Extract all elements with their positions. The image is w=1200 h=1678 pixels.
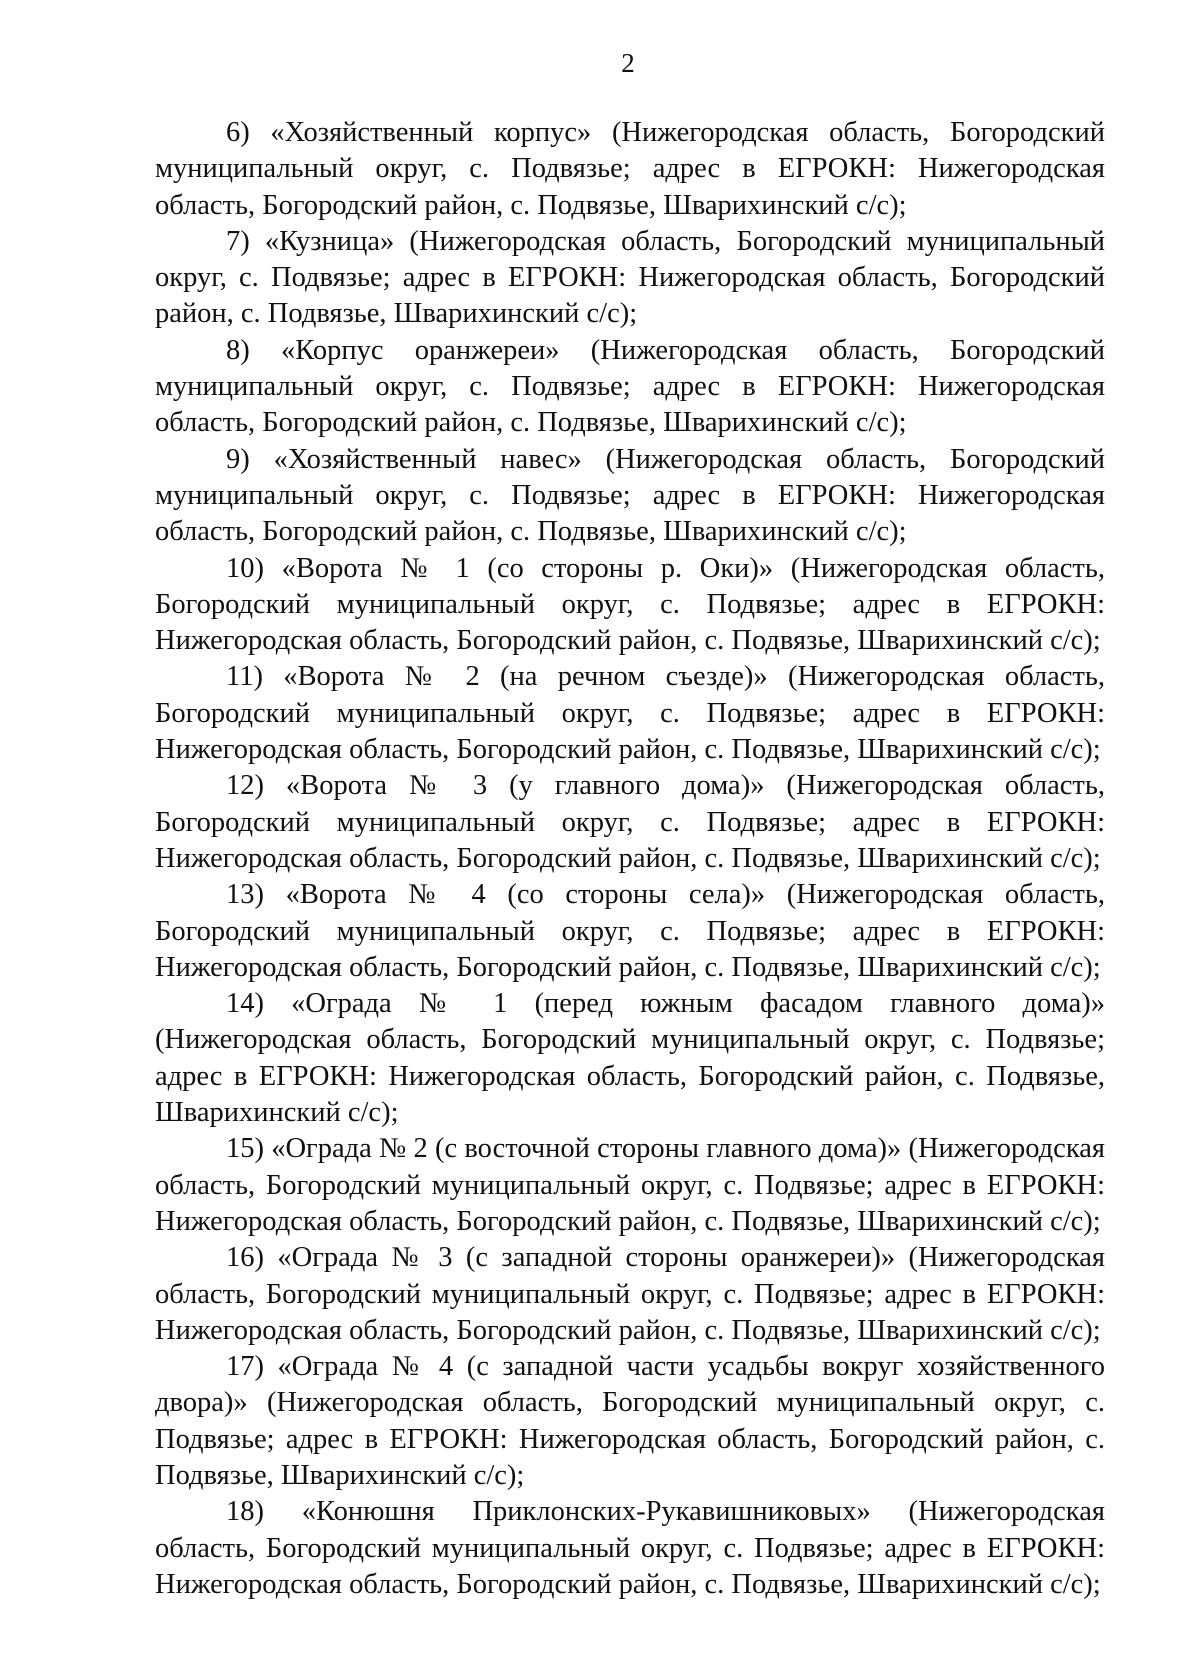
list-item: 8) «Корпус оранжереи» (Нижегородская область, Богородский муниципальный округ, с. Подвязье; адрес в ЕГРОКН: Нижегородская область, Богородский район, с. Подвязье, Шварихинский с/с); bbox=[155, 334, 1105, 439]
list-item: 10) «Ворота № 1 (со стороны р. Оки)» (Нижегородская область, Богородский муниципальный округ, с. Подвязье; адрес в ЕГРОКН: Нижегородская область, Богородский район, с. Подвязье, Шварихинский с/с); bbox=[155, 552, 1105, 657]
list-item: 17) «Ограда № 4 (с западной части усадьбы вокруг хозяйственного двора)» (Нижегородская область, Богородский муниципальный округ, с. Подвязье; адрес в ЕГРОКН: Нижегородская область, Богородский район, с. Подвязье, Шварихинский с/с); bbox=[155, 1351, 1105, 1491]
list-item: 11) «Ворота № 2 (на речном съезде)» (Нижегородская область, Богородский муниципальный округ, с. Подвязье; адрес в ЕГРОКН: Нижегородская область, Богородский район, с. Подвязье, Шварихинский с/с); bbox=[155, 661, 1105, 766]
list-item: 14) «Ограда № 1 (перед южным фасадом главного дома)» (Нижегородская область, Богородский муниципальный округ, с. Подвязье; адрес в ЕГРОКН: Нижегородская область, Богородский район, с. Подвязье, Шварихинский с/с); bbox=[155, 988, 1105, 1129]
list-item: 18) «Конюшня Приклонских-Рукавишниковых» (Нижегородская область, Богородский муниципальный округ, с. Подвязье; адрес в ЕГРОКН: Нижегородская область, Богородский район, с. Подвязье, Шварихинский с/с); bbox=[155, 1496, 1105, 1600]
list-item: 12) «Ворота № 3 (у главного дома)» (Нижегородская область, Богородский муниципальный округ, с. Подвязье; адрес в ЕГРОКН: Нижегородская область, Богородский район, с. Подвязье, Шварихинский с/с); bbox=[155, 770, 1105, 874]
list-item: 7) «Кузница» (Нижегородская область, Богородский муниципальный округ, с. Подвязье; адрес в ЕГРОКН: Нижегородская область, Богородский район, с. Подвязье, Шварихинский с/с); bbox=[155, 225, 1105, 330]
list-item: 16) «Ограда № 3 (с западной стороны оранжереи)» (Нижегородская область, Богородский муниципальный округ, с. Подвязье; адрес в ЕГРОКН: Нижегородская область, Богородский район, с. Подвязье, Шварихинский с/с); bbox=[155, 1242, 1105, 1346]
list-item: 13) «Ворота № 4 (со стороны села)» (Нижегородская область, Богородский муниципальный округ, с. Подвязье; адрес в ЕГРОКН: Нижегородская область, Богородский район, с. Подвязье, Шварихинский с/с); bbox=[155, 879, 1105, 983]
page-number: 2 bbox=[621, 48, 635, 78]
document-body bbox=[155, 115, 1105, 1603]
list-item: 9) «Хозяйственный навес» (Нижегородская область, Богородский муниципальный округ, с. Подвязье; адрес в ЕГРОКН: Нижегородская область, Богородский район, с. Подвязье, Шварихинский с/с); bbox=[155, 443, 1105, 548]
list-item: 6) «Хозяйственный корпус» (Нижегородская область, Богородский муниципальный округ, с. Подвязье; адрес в ЕГРОКН: Нижегородская область, Богородский район, с. Подвязье, Шварихинский с/с); bbox=[155, 117, 1105, 221]
list-item: 15) «Ограда № 2 (с восточной стороны главного дома)» (Нижегородская область, Богородский муниципальный округ, с. Подвязье; адрес в ЕГРОКН: Нижегородская область, Богородский район, с. Подвязье, Шварихинский с/с); bbox=[155, 1133, 1105, 1237]
